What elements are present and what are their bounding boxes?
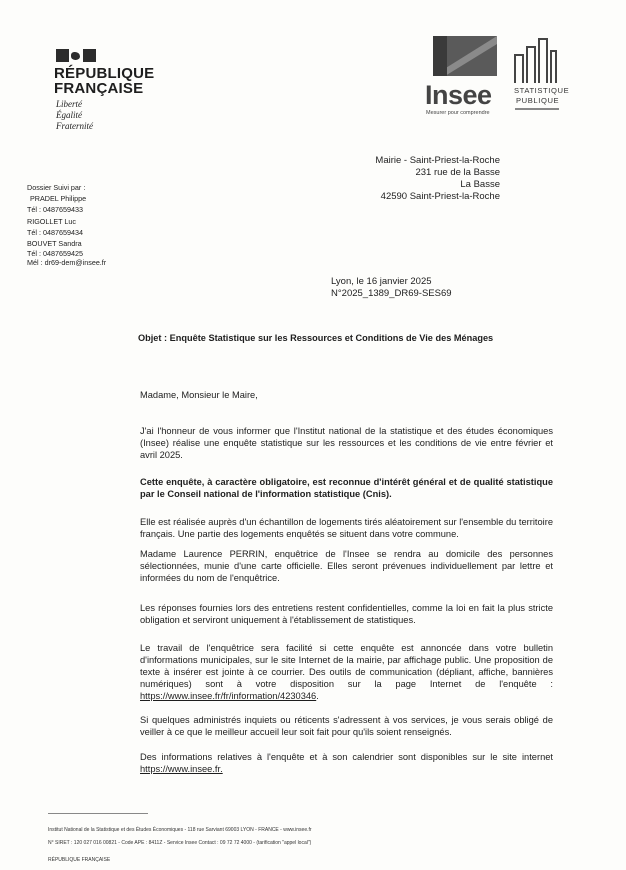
paragraph-4: Madame Laurence PERRIN, enquêtrice de l'Insee se rendra au domicile des personnes sélectionnées, munie d'une carte officielle. Elles seront prévenues individuellement par lettre et informées du nom de l'enquêtrice. [140, 549, 553, 583]
recipient-line: 231 rue de la Basse [415, 167, 500, 178]
contact-phone: Tél : 0487659433 [27, 205, 83, 215]
paragraph-1: J'ai l'honneur de vous informer que l'Institut national de la statistique et des études économiques (Insee) réalise une enquête statistique sur les ressources et les conditions de vie entre février et avril 2025. [140, 426, 553, 460]
recipient-line: La Basse [460, 179, 500, 190]
francaise-line: FRANÇAISE [54, 80, 144, 97]
contact-name: RIGOLLET Luc [27, 216, 77, 226]
contact-phone: Tél : 0487659434 [27, 227, 83, 237]
dossier-label: Dossier Suivi par : [27, 183, 86, 192]
enquete-link[interactable]: https://www.insee.fr/fr/information/4230346 [140, 691, 317, 701]
contact-name: PRADEL Philippe [30, 194, 87, 204]
republique-francaise-title [54, 66, 154, 96]
motto-fraternite: Fraternité [56, 121, 93, 131]
paragraph-7: Si quelques administrés inquiets ou réticents s'adressent à vos services, je vous serais obligé de veiller à ce que le meilleur accueil leur soit fait pour qu'ils soient renseignés. [140, 715, 553, 737]
footer-address: Institut National de la Statistique et des Études Économiques - 118 rue Sarviant 69003 LYON - FRANCE - www.insee.fr [48, 827, 312, 833]
footer-republique: RÉPUBLIQUE FRANÇAISE [48, 857, 111, 863]
footer-divider [48, 813, 148, 814]
paragraph-8 [140, 751, 553, 775]
date-reference [331, 276, 452, 300]
subject-line: Objet : Enquête Statistique sur les Ressources et Conditions de Vie des Ménages [138, 333, 494, 343]
contact-email: Mél : dr69-dem@insee.fr [27, 258, 107, 268]
stat-underline [515, 108, 559, 110]
insee-link[interactable]: https://www.insee.fr. [140, 764, 223, 774]
marianne-logo [56, 49, 96, 62]
recipient-address [300, 155, 500, 203]
reference-number: N°2025_1389_DR69-SES69 [331, 288, 452, 299]
paragraph-6-text: Le travail de l'enquêtrice sera facilité si cette enquête est annoncée dans votre bulletin d'informations municipales, sur le site Internet de la mairie, par affichage public. Une proposition de texte à insérer est jointe à ce courrier. Des outils de communication (dépliant, affiche, bannières numériques) sont à votre disposition sur la page Internet de l'enquête : [140, 643, 553, 689]
insee-wordmark: Insee [425, 80, 492, 110]
footer-siret: N° SIRET : 120 027 016 00821 - Code APE : 8411Z - Service Insee Contact : 09 72 72 4000 - (tarification "appel local") [48, 840, 312, 846]
motto [56, 99, 93, 132]
stat-line-2: PUBLIQUE [516, 96, 560, 105]
paragraph-6 [140, 642, 553, 702]
paragraph-5: Les réponses fournies lors des entretiens restent confidentielles, comme la loi en fait la plus stricte obligation et serviront uniquement à l'établissement de statistiques. [140, 603, 553, 625]
salutation: Madame, Monsieur le Maire, [140, 390, 258, 400]
contact-name: BOUVET Sandra [27, 239, 82, 249]
insee-tagline: Mesurer pour comprendre [426, 110, 490, 116]
date-line: Lyon, le 16 janvier 2025 [331, 276, 432, 287]
paragraph-2-text: Cette enquête, à caractère obligatoire, est reconnue d'intérêt général et de qualité statistique par le Conseil national de l'information statistique (Cnis). [140, 477, 553, 499]
republique-line: RÉPUBLIQUE [54, 65, 155, 82]
statistique-publique-icon [513, 37, 557, 83]
recipient-line: Mairie - Saint-Priest-la-Roche [375, 155, 500, 166]
motto-liberte: Liberté [56, 99, 82, 109]
recipient-line: 42590 Saint-Priest-la-Roche [380, 191, 500, 202]
motto-egalite: Égalité [56, 110, 82, 120]
stat-line-1: STATISTIQUE [514, 86, 570, 95]
statistique-publique-label [514, 86, 569, 106]
paragraph-3: Elle est réalisée auprès d'un échantillon de logements tirés aléatoirement sur l'ensemble du territoire français. Une partie des logements enquêtés se situent dans votre commune. [140, 517, 553, 539]
paragraph-2 [140, 476, 553, 500]
paragraph-8-text: Des informations relatives à l'enquête et à son calendrier sont disponibles sur le site internet [140, 752, 553, 762]
dossier-contacts [27, 182, 106, 267]
paragraph-6-end: . [316, 691, 319, 701]
contact-phone: Tél : 0487659425 [27, 249, 83, 259]
